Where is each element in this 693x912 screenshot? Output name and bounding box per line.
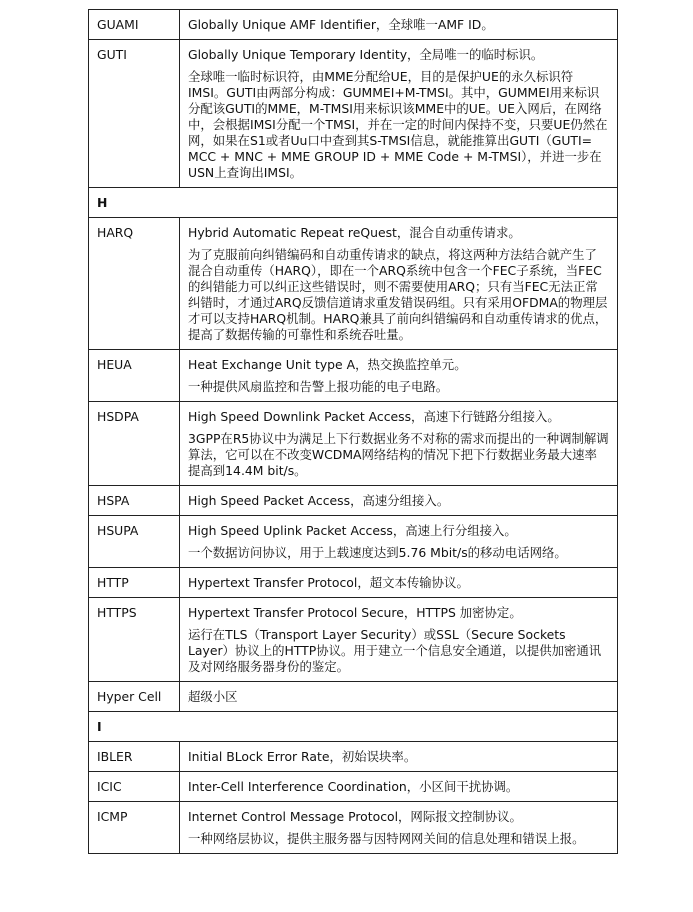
glossary-row (89, 802, 618, 854)
section-header-row (89, 188, 618, 218)
glossary-row (89, 218, 618, 350)
definition-text: 全球唯一临时标识符，由MME分配给UE，目的是保护UE的永久标识符IMSI。GUTI由两部分构成：GUMMEI+M-TMSI。其中，GUMMEI用来标识分配该GUTI的MME，M-TMSI用来标识该MME中的UE。UE入网后，在网络中，会根据IMSI分配一个TMSI，并在一定的时间内保持不变，只要UE仍然在网，如果在S1或者Uu口中查到其S-TMSI信息，就能推算出GUTI（GUTI= MCC + MNC + MME GROUP ID + MME Code + M-TMSI），并进一步在USN上查询出IMSI。 (188, 69, 608, 180)
definition-expansion: Inter-Cell Interference Coordination，小区间干扰协调。 (188, 779, 519, 794)
glossary-row (89, 568, 618, 598)
definition-cell (180, 568, 618, 598)
definition-expansion: Globally Unique Temporary Identity，全局唯一的临时标识。 (188, 47, 544, 62)
glossary-row (89, 682, 618, 712)
definition-cell (180, 350, 618, 402)
term-cell: Hyper Cell (89, 682, 180, 712)
definition-cell (180, 598, 618, 682)
definition-cell (180, 682, 618, 712)
term-cell: HTTP (89, 568, 180, 598)
term-cell: ICMP (89, 802, 180, 854)
term-cell: GUAMI (89, 10, 180, 40)
definition-expansion: High Speed Uplink Packet Access，高速上行分组接入。 (188, 523, 517, 538)
term-cell: IBLER (89, 742, 180, 772)
glossary-row (89, 742, 618, 772)
term-cell: GUTI (89, 40, 180, 188)
definition-text: 运行在TLS（Transport Layer Security）或SSL（Secure Sockets Layer）协议上的HTTP协议。用于建立一个信息安全通道，以提供加密通讯及对网络服务器身份的鉴定。 (188, 627, 602, 674)
section-letter: I (89, 712, 618, 742)
term-cell: HSDPA (89, 402, 180, 486)
term-cell: HSUPA (89, 516, 180, 568)
definition-text: 为了克服前向纠错编码和自动重传请求的缺点，将这两种方法结合就产生了混合自动重传（HARQ），即在一个ARQ系统中包含一个FEC子系统，当FEC的纠错能力可以纠正这些错误时，则不需要使用ARQ；只有当FEC无法正常纠错时，才通过ARQ反馈信道请求重发错误码组。只有采用OFDMA的物理层才可以支持HARQ机制。HARQ兼具了前向纠错编码和自动重传请求的优点，提高了数据传输的可靠性和系统吞吐量。 (188, 247, 608, 342)
definition-cell (180, 486, 618, 516)
definition-expansion: High Speed Downlink Packet Access，高速下行链路分组接入。 (188, 409, 560, 424)
term-cell: ICIC (89, 772, 180, 802)
definition-cell (180, 516, 618, 568)
definition-text: 3GPP在R5协议中为满足上下行数据业务不对称的需求而提出的一种调制解调算法，它可以在不改变WCDMA网络结构的情况下把下行数据业务最大速率提高到14.4M bit/s。 (188, 431, 609, 478)
glossary-table (88, 9, 618, 854)
definition-expansion: High Speed Packet Access，高速分组接入。 (188, 493, 450, 508)
definition-expansion: Hybrid Automatic Repeat reQuest，混合自动重传请求。 (188, 225, 521, 240)
glossary-row (89, 40, 618, 188)
section-letter: H (89, 188, 618, 218)
definition-expansion: Internet Control Message Protocol，网际报文控制协议。 (188, 809, 522, 824)
definition-expansion: 超级小区 (188, 689, 238, 704)
glossary-body (89, 10, 618, 854)
glossary-row (89, 598, 618, 682)
term-cell: HTTPS (89, 598, 180, 682)
definition-cell (180, 218, 618, 350)
definition-text: 一种网络层协议，提供主服务器与因特网网关间的信息处理和错误上报。 (188, 831, 585, 846)
definition-expansion: Initial BLock Error Rate，初始误块率。 (188, 749, 417, 764)
glossary-row (89, 772, 618, 802)
glossary-row (89, 10, 618, 40)
definition-cell (180, 772, 618, 802)
definition-expansion: Hypertext Transfer Protocol Secure，HTTPS 加密协定。 (188, 605, 522, 620)
definition-expansion: Heat Exchange Unit type A，热交换监控单元。 (188, 357, 467, 372)
definition-cell (180, 10, 618, 40)
definition-cell (180, 802, 618, 854)
glossary-row (89, 350, 618, 402)
glossary-row (89, 516, 618, 568)
definition-expansion: Hypertext Transfer Protocol，超文本传输协议。 (188, 575, 469, 590)
glossary-row (89, 402, 618, 486)
definition-text: 一个数据访问协议，用于上载速度达到5.76 Mbit/s的移动电话网络。 (188, 545, 567, 560)
term-cell: HEUA (89, 350, 180, 402)
definition-cell (180, 742, 618, 772)
term-cell: HARQ (89, 218, 180, 350)
definition-expansion: Globally Unique AMF Identifier，全球唯一AMF ID。 (188, 17, 494, 32)
definition-cell (180, 402, 618, 486)
glossary-row (89, 486, 618, 516)
definition-cell (180, 40, 618, 188)
term-cell: HSPA (89, 486, 180, 516)
section-header-row (89, 712, 618, 742)
definition-text: 一种提供风扇监控和告警上报功能的电子电路。 (188, 379, 449, 394)
